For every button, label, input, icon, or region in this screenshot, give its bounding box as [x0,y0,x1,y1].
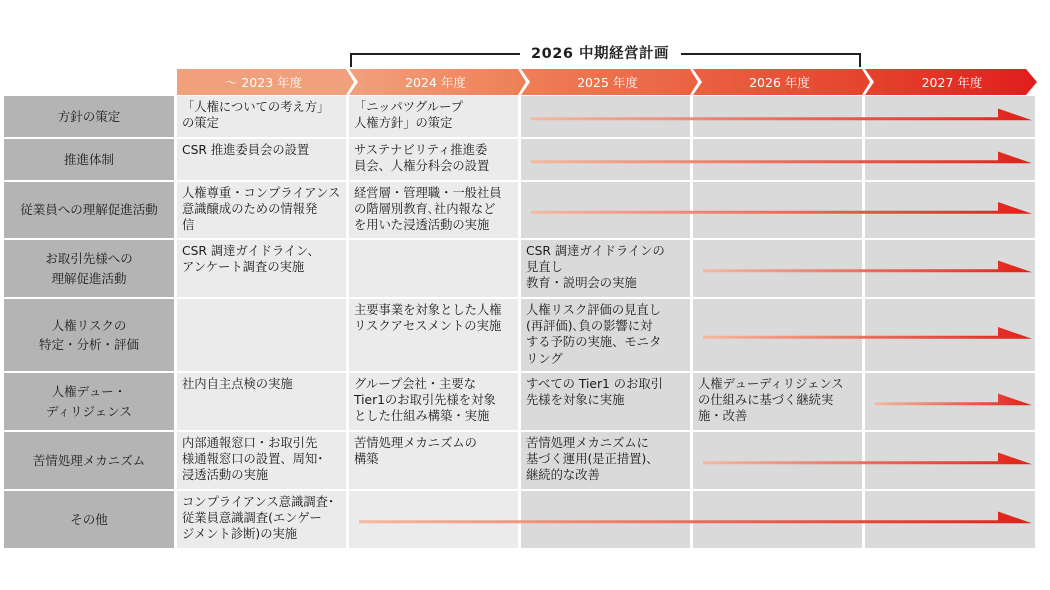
cell-2023: 「人権についての考え方」 の策定 [177,96,346,137]
timeline-arrow [531,202,1032,214]
year-header-3: 2025 年度 [577,75,638,90]
cell-2025: 人権リスク評価の見直し (再評価)､負の影響に対 する予防の実施、モニタ リング [521,299,690,371]
row-label: 人権デュー・ ディリジェンス [4,373,174,430]
cell-2025: すべての Tier1 のお取引 先様を対象に実施 [521,373,690,430]
cell-2023: 人権尊重・コンプライアンス 意識醸成のための情報発 信 [177,182,346,238]
row-label: 人権リスクの 特定・分析・評価 [4,299,174,371]
row-label: 従業員への理解促進活動 [4,182,174,238]
cell-2023: CSR 推進委員会の設置 [177,139,346,180]
year-header-2: 2024 年度 [405,75,466,90]
cell-2024: 主要事業を対象とした人権 リスクアセスメントの実施 [349,299,518,371]
cell-2023: 内部通報窓口・お取引先 様通報窓口の設置、周知･ 浸透活動の実施 [177,432,346,489]
timeline-arrow [531,109,1032,121]
cell-2023: CSR 調達ガイドライン、 アンケート調査の実施 [177,240,346,297]
cell-2023: 社内自主点検の実施 [177,373,346,430]
cell-2025: 苦情処理メカニズムに 基づく運用(是正措置)、 継続的な改善 [521,432,690,489]
timeline-arrow [703,261,1032,273]
row-label: 方針の策定 [4,96,174,137]
row-label: 苦情処理メカニズム [4,432,174,489]
cell-2023: コンプライアンス意識調査･ 従業員意識調査(エンゲー ジメント診断)の実施 [177,491,346,548]
cell-2024: 「ニッパツグループ 人権方針」の策定 [349,96,518,137]
cell-2024: グループ会社・主要な Tier1のお取引先様を対象 とした仕組み構築・実施 [349,373,518,430]
row-label: 推進体制 [4,139,174,180]
timeline-arrow [703,327,1032,339]
timeline-arrow [703,453,1032,465]
cell-2024: サステナビリティ推進委 員会、人権分科会の設置 [349,139,518,180]
cell-2024: 苦情処理メカニズムの 構築 [349,432,518,489]
timeline-arrow [359,512,1032,524]
row-label: その他 [4,491,174,548]
timeline-arrow [875,394,1032,406]
row-label: お取引先様への 理解促進活動 [4,240,174,297]
cell-2026: 人権デューディリジェンス の仕組みに基づく継続実 施・改善 [693,373,862,430]
year-header-5: 2027 年度 [921,75,983,90]
timeline-arrow [531,152,1032,164]
year-header-1: ～ 2023 年度 [224,75,303,90]
cell-2024: 経営層・管理職・一般社員 の階層別教育､社内報など を用いた浸透活動の実施 [349,182,518,238]
year-header-4: 2026 年度 [749,75,810,90]
cell-2025: CSR 調達ガイドラインの 見直し 教育・説明会の実施 [521,240,690,297]
mid-term-plan-label: 2026 中期経営計画 [531,46,669,62]
